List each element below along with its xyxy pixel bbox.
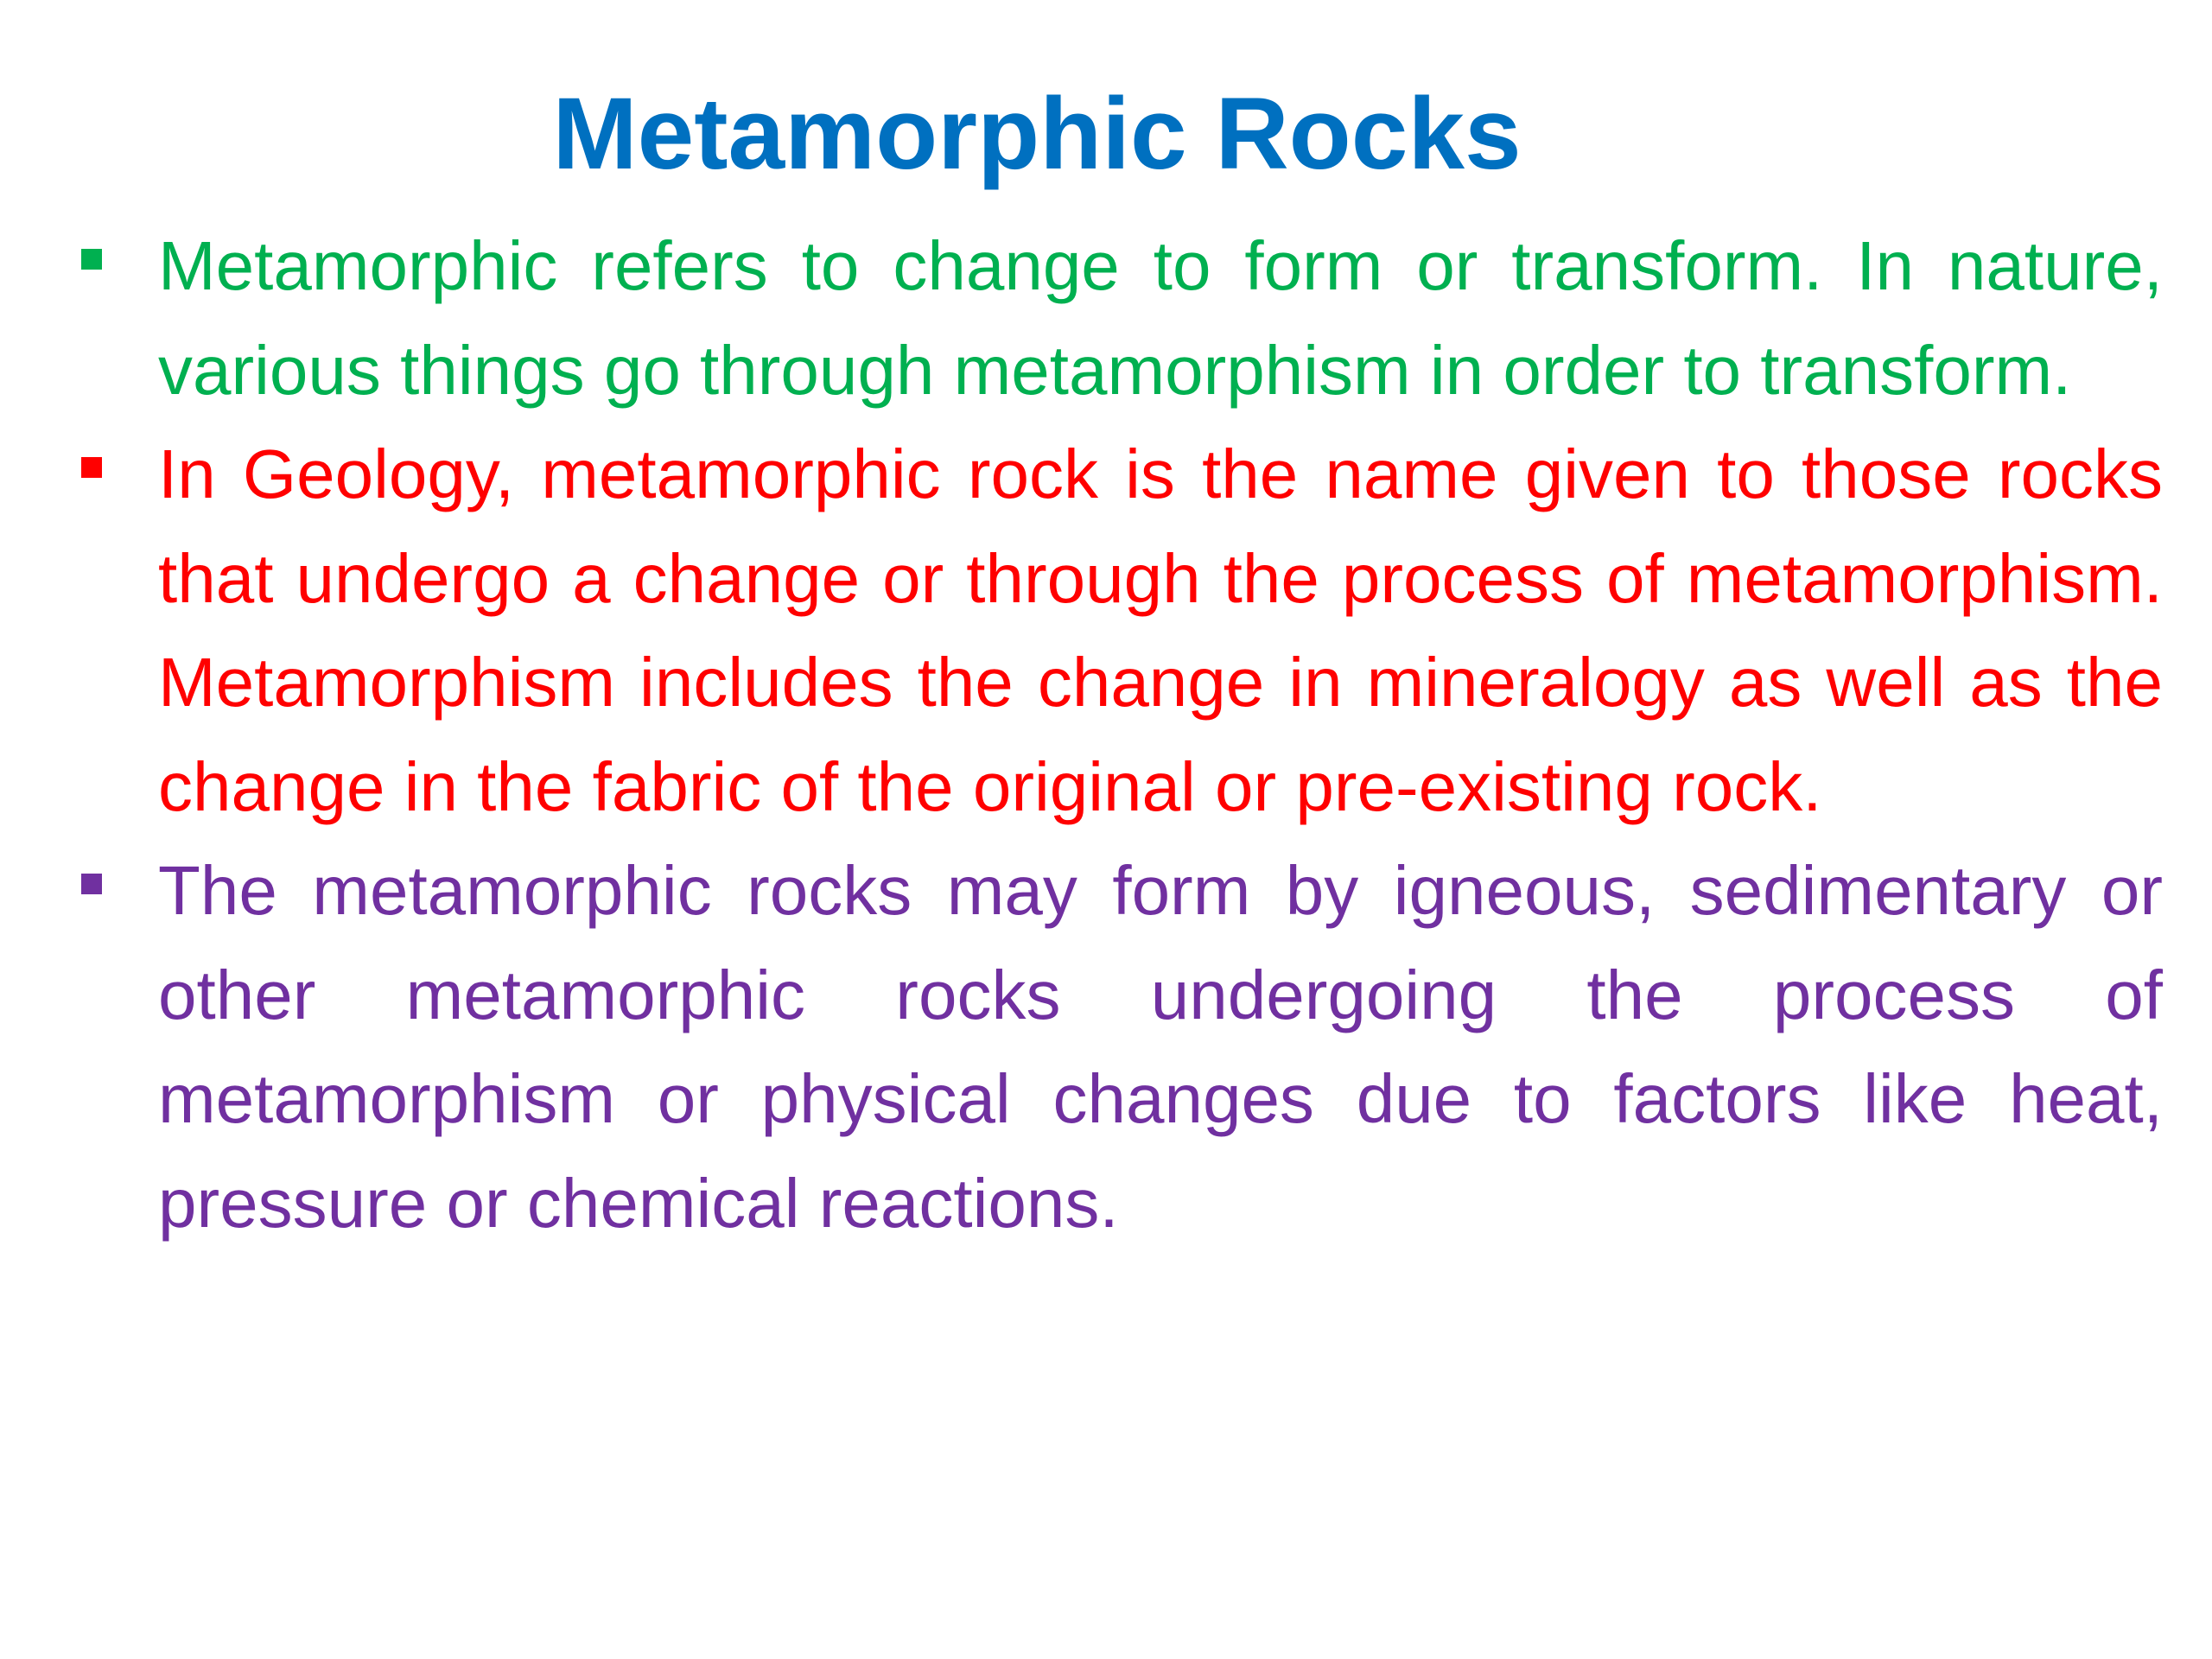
bullet-text: In Geology, metamorphic rock is the name given to those rocks that undergo a change or through the process of metamorphism. Metamorphism includes the change in mineralogy as well as the change in the fabric of the original or pre-existing rock. xyxy=(158,435,2163,825)
bullet-text: Metamorphic refers to change to form or transform. In nature, various things go through metamorphism in order to transform. xyxy=(158,227,2163,409)
bullet-item-definition xyxy=(158,214,2163,423)
square-bullet-icon xyxy=(81,457,102,478)
slide-title: Metamorphic Rocks xyxy=(552,77,1522,191)
bullet-item-geology xyxy=(158,423,2163,839)
bullet-text: The metamorphic rocks may form by igneous, sedimentary or other metamorphic rocks undergoing the process of metamorphism or physical changes due to factors like heat, pressure or chemical reactions. xyxy=(158,852,2163,1242)
bullet-item-formation xyxy=(158,839,2163,1255)
square-bullet-icon xyxy=(81,874,102,894)
bullet-list xyxy=(158,214,2163,1255)
square-bullet-icon xyxy=(81,249,102,270)
